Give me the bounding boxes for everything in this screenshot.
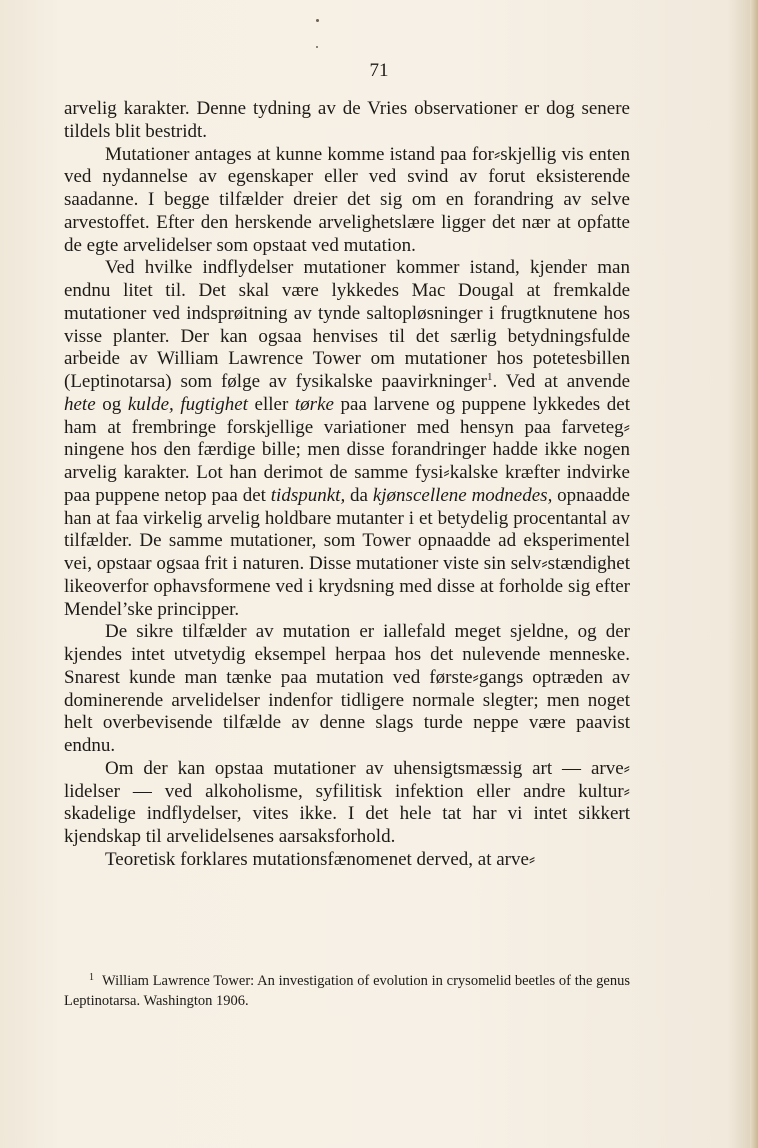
footnote-mark: 1: [89, 972, 94, 983]
text-run: opnaadde han at faa virkelig arvelig holdbare mutanter i et betydelig procentantal av tilfælder. De samme mutationer, som Tower opnaadde ad eksperimentel vei, opstaar ogsaa frit i naturen. Disse mutationer viste sin selv⸗stændighet likeoverfor ophavsformene ved i krydsning med disse at forholde sig efter Mendel’ske principper.: [64, 484, 630, 620]
text-run: Teoretisk forklares mutationsfænomenet derved, at arve⸗: [105, 848, 536, 870]
text-run: og: [95, 393, 128, 415]
emphasized-text: tørke: [294, 393, 334, 415]
emphasized-text: tidspunkt,: [270, 484, 346, 506]
page-number: 71: [369, 60, 389, 81]
paragraph: [64, 621, 630, 758]
text-run: paa larvene og puppene lykkedes det ham at frembringe forskjellige variationer med hensyn paa farveteg⸗ningene hos den færdige bille; men disse forandringer hadde ikke nogen arvelig karakter. Lot han derimot de samme fysi⸗kalske kræfter indvirke paa puppene netop paa det: [64, 393, 630, 506]
footnote-text: William Lawrence Tower: An investigation of evolution in crysomelid beetles of the genus Leptinotarsa. Washington 1906.: [64, 973, 630, 1009]
footnote-reference: 1: [487, 371, 493, 383]
emphasized-text: kulde, fugtighet: [127, 393, 248, 415]
paragraph: [64, 758, 630, 849]
page-edge: [750, 0, 758, 1148]
emphasized-text: kjønscellene modnedes,: [372, 484, 553, 506]
text-run: . Ved at anvende: [492, 371, 631, 392]
paper-speck: [316, 19, 319, 22]
paragraph: [64, 849, 630, 872]
text-run: da: [345, 484, 373, 506]
body-text: [64, 98, 630, 872]
footnote: [64, 971, 630, 1011]
text-run: eller: [247, 393, 295, 415]
text-run: Mutationer antages at kunne komme istand paa for⸗skjellig vis enten ved nydannelse av egenskaper eller ved svind av forut eksisterende saadanne. I begge tilfælder dreier det sig om en forandring av selve arvestoffet. Efter den herskende arvelighetslære ligger det nær at opfatte de egte arvelidelser som opstaat ved mutation.: [64, 143, 630, 256]
text-run: Om der kan opstaa mutationer av uhensigtsmæssig art — arve⸗lidelser — ved alkoholisme, syfilitisk infektion eller andre kultur⸗skadelige indflydelser, vites ikke. I det hele tat har vi intet sikkert kjendskap til arvelidelsenes aarsaksforhold.: [64, 757, 630, 847]
text-run: arvelig karakter. Denne tydning av de Vries observationer er dog senere tildels blit bestridt.: [64, 98, 630, 142]
paper-speck: [316, 46, 318, 48]
text-run: Ved hvilke indflydelser mutationer kommer istand, kjender man endnu litet til. Det skal være lykkedes Mac Dougal at fremkalde mutationer ved indsprøitning av tynde saltopløsninger i frugtknutene hos visse planter. Der kan ogsaa henvises til det særlig betydningsfulde arbeide av William Lawrence Tower om mutationer hos potetesbillen (Leptinotarsa) som følge av fysikalske paavirkninger: [64, 257, 630, 392]
paragraph: [64, 257, 630, 621]
text-run: De sikre tilfælder av mutation er iallefald meget sjeldne, og der kjendes intet utvetydig eksempel herpaa hos det nulevende menneske. Snarest kunde man tænke paa mutation ved første⸗gangs optræden av dominerende arvelidelser indenfor tidligere normale slegter; men noget helt overbevisende tilfælde av denne slags turde neppe være paavist endnu.: [64, 621, 630, 756]
paragraph: [64, 144, 630, 258]
paragraph: [64, 98, 630, 144]
emphasized-text: hete: [64, 393, 96, 415]
